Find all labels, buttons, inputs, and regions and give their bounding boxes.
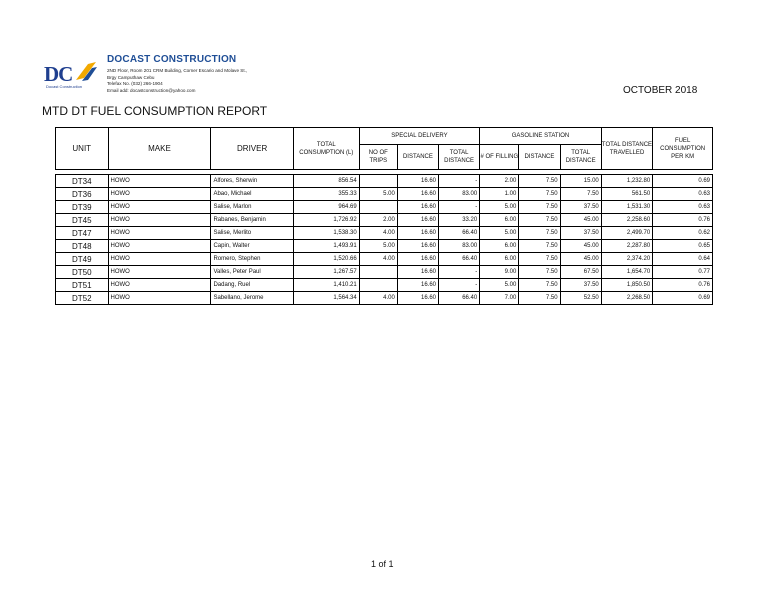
cell-sd-total-distance: 83.00 bbox=[439, 240, 480, 253]
table-row bbox=[56, 292, 713, 305]
cell-gs-distance: 7.50 bbox=[519, 253, 560, 266]
cell-gs-total-distance: 45.00 bbox=[560, 214, 601, 227]
cell-unit: DT48 bbox=[56, 240, 109, 253]
cell-sd-trips: 2.00 bbox=[359, 214, 397, 227]
cell-gs-total-distance: 45.00 bbox=[560, 253, 601, 266]
cell-total-consumption: 964.69 bbox=[293, 201, 359, 214]
page-number: 1 of 1 bbox=[371, 559, 394, 569]
cell-make: HOWO bbox=[108, 175, 211, 188]
cell-gs-filling: 6.00 bbox=[480, 214, 519, 227]
cell-sd-distance: 16.60 bbox=[397, 227, 438, 240]
cell-fuel-per-km: 0.69 bbox=[653, 175, 713, 188]
cell-gs-distance: 7.50 bbox=[519, 292, 560, 305]
cell-total-distance-travelled: 1,654.70 bbox=[601, 266, 652, 279]
cell-sd-distance: 16.60 bbox=[397, 214, 438, 227]
header-gs-filling: # OF FILLING bbox=[480, 145, 519, 170]
header-gs-total-distance: TOTAL DISTANCE bbox=[560, 145, 601, 170]
company-address-line1: 2ND Floor, Room 201 CRM Building, Corner Escario and Molave St., bbox=[107, 68, 248, 73]
cell-sd-total-distance: 33.20 bbox=[439, 214, 480, 227]
cell-make: HOWO bbox=[108, 240, 211, 253]
cell-gs-total-distance: 37.50 bbox=[560, 201, 601, 214]
cell-gs-distance: 7.50 bbox=[519, 175, 560, 188]
cell-gs-filling: 6.00 bbox=[480, 240, 519, 253]
header-special-delivery: SPECIAL DELIVERY bbox=[359, 128, 480, 145]
cell-sd-total-distance: - bbox=[439, 201, 480, 214]
cell-gs-distance: 7.50 bbox=[519, 201, 560, 214]
cell-total-distance-travelled: 2,499.70 bbox=[601, 227, 652, 240]
cell-gs-total-distance: 45.00 bbox=[560, 240, 601, 253]
cell-driver: Valles, Peter Paul bbox=[211, 266, 293, 279]
table-row bbox=[56, 227, 713, 240]
table-body bbox=[56, 175, 713, 305]
cell-fuel-per-km: 0.65 bbox=[653, 240, 713, 253]
cell-gs-total-distance: 67.50 bbox=[560, 266, 601, 279]
cell-sd-distance: 16.60 bbox=[397, 266, 438, 279]
header-sd-trips: NO OF TRIPS bbox=[359, 145, 397, 170]
cell-sd-distance: 16.60 bbox=[397, 292, 438, 305]
cell-unit: DT52 bbox=[56, 292, 109, 305]
company-name: DOCAST CONSTRUCTION bbox=[107, 54, 237, 65]
cell-fuel-per-km: 0.62 bbox=[653, 227, 713, 240]
report-title: MTD DT FUEL CONSUMPTION REPORT bbox=[42, 104, 268, 118]
cell-driver: Romero, Stephen bbox=[211, 253, 293, 266]
cell-total-consumption: 355.33 bbox=[293, 188, 359, 201]
cell-make: HOWO bbox=[108, 266, 211, 279]
header-make: MAKE bbox=[108, 128, 211, 170]
cell-gs-filling: 5.00 bbox=[480, 279, 519, 292]
cell-total-distance-travelled: 1,232.80 bbox=[601, 175, 652, 188]
cell-total-consumption: 1,520.66 bbox=[293, 253, 359, 266]
company-header bbox=[107, 54, 247, 94]
cell-make: HOWO bbox=[108, 214, 211, 227]
cell-sd-trips: 4.00 bbox=[359, 227, 397, 240]
cell-total-consumption: 1,564.34 bbox=[293, 292, 359, 305]
cell-driver: Rabanes, Benjamin bbox=[211, 214, 293, 227]
cell-total-consumption: 1,493.91 bbox=[293, 240, 359, 253]
cell-gs-distance: 7.50 bbox=[519, 279, 560, 292]
header-sd-total-distance: TOTAL DISTANCE bbox=[439, 145, 480, 170]
cell-sd-trips: 4.00 bbox=[359, 253, 397, 266]
cell-unit: DT47 bbox=[56, 227, 109, 240]
cell-fuel-per-km: 0.69 bbox=[653, 292, 713, 305]
company-logo bbox=[44, 60, 104, 92]
cell-fuel-per-km: 0.76 bbox=[653, 214, 713, 227]
cell-gs-distance: 7.50 bbox=[519, 240, 560, 253]
cell-gs-filling: 1.00 bbox=[480, 188, 519, 201]
header-fuel-consumption-per-km: FUEL CONSUMPTION PER KM bbox=[653, 128, 713, 170]
cell-fuel-per-km: 0.76 bbox=[653, 279, 713, 292]
cell-gs-distance: 7.50 bbox=[519, 214, 560, 227]
cell-gs-filling: 6.00 bbox=[480, 253, 519, 266]
cell-unit: DT51 bbox=[56, 279, 109, 292]
cell-total-distance-travelled: 2,374.20 bbox=[601, 253, 652, 266]
cell-total-distance-travelled: 2,268.50 bbox=[601, 292, 652, 305]
cell-sd-total-distance: 66.40 bbox=[439, 227, 480, 240]
cell-gs-filling: 5.00 bbox=[480, 227, 519, 240]
header-total-consumption: TOTAL CONSUMPTION (L) bbox=[293, 128, 359, 170]
cell-gs-filling: 7.00 bbox=[480, 292, 519, 305]
cell-gs-filling: 2.00 bbox=[480, 175, 519, 188]
table-row bbox=[56, 214, 713, 227]
cell-sd-total-distance: - bbox=[439, 279, 480, 292]
cell-make: HOWO bbox=[108, 227, 211, 240]
cell-sd-trips bbox=[359, 201, 397, 214]
table-row bbox=[56, 240, 713, 253]
cell-driver: Salise, Merlito bbox=[211, 227, 293, 240]
cell-sd-distance: 16.60 bbox=[397, 253, 438, 266]
cell-unit: DT39 bbox=[56, 201, 109, 214]
cell-driver: Sabellano, Jerome bbox=[211, 292, 293, 305]
cell-fuel-per-km: 0.64 bbox=[653, 253, 713, 266]
cell-total-consumption: 1,538.30 bbox=[293, 227, 359, 240]
cell-total-consumption: 856.54 bbox=[293, 175, 359, 188]
cell-driver: Salise, Marlon bbox=[211, 201, 293, 214]
logo-letters: DC bbox=[44, 62, 73, 86]
table-row bbox=[56, 279, 713, 292]
cell-sd-total-distance: - bbox=[439, 175, 480, 188]
cell-total-distance-travelled: 1,850.50 bbox=[601, 279, 652, 292]
cell-unit: DT49 bbox=[56, 253, 109, 266]
cell-make: HOWO bbox=[108, 292, 211, 305]
cell-fuel-per-km: 0.63 bbox=[653, 201, 713, 214]
cell-unit: DT50 bbox=[56, 266, 109, 279]
logo-subtext: Docast Construction bbox=[46, 84, 83, 89]
cell-total-distance-travelled: 1,531.30 bbox=[601, 201, 652, 214]
cell-sd-trips bbox=[359, 175, 397, 188]
cell-unit: DT34 bbox=[56, 175, 109, 188]
cell-gs-total-distance: 15.00 bbox=[560, 175, 601, 188]
cell-sd-total-distance: 66.40 bbox=[439, 292, 480, 305]
cell-total-consumption: 1,410.21 bbox=[293, 279, 359, 292]
header-gs-distance: DISTANCE bbox=[519, 145, 560, 170]
cell-total-distance-travelled: 2,258.60 bbox=[601, 214, 652, 227]
cell-sd-distance: 16.60 bbox=[397, 279, 438, 292]
header-total-distance-travelled: TOTAL DISTANCE TRAVELLED bbox=[601, 128, 652, 170]
cell-driver: Capin, Walter bbox=[211, 240, 293, 253]
cell-unit: DT36 bbox=[56, 188, 109, 201]
cell-gs-total-distance: 37.50 bbox=[560, 279, 601, 292]
cell-sd-distance: 16.60 bbox=[397, 175, 438, 188]
cell-sd-trips: 5.00 bbox=[359, 188, 397, 201]
cell-total-consumption: 1,726.92 bbox=[293, 214, 359, 227]
cell-make: HOWO bbox=[108, 253, 211, 266]
cell-sd-total-distance: 83.00 bbox=[439, 188, 480, 201]
cell-sd-distance: 16.60 bbox=[397, 240, 438, 253]
cell-gs-distance: 7.50 bbox=[519, 188, 560, 201]
cell-gs-filling: 9.00 bbox=[480, 266, 519, 279]
table-row bbox=[56, 175, 713, 188]
cell-sd-trips bbox=[359, 279, 397, 292]
report-month: OCTOBER 2018 bbox=[623, 85, 698, 96]
cell-make: HOWO bbox=[108, 279, 211, 292]
cell-total-consumption: 1,267.57 bbox=[293, 266, 359, 279]
cell-gs-distance: 7.50 bbox=[519, 227, 560, 240]
table-row bbox=[56, 188, 713, 201]
cell-sd-trips: 4.00 bbox=[359, 292, 397, 305]
header-unit: UNIT bbox=[56, 128, 109, 170]
header-sd-distance: DISTANCE bbox=[397, 145, 438, 170]
cell-driver: Dadang, Ruel bbox=[211, 279, 293, 292]
cell-fuel-per-km: 0.77 bbox=[653, 266, 713, 279]
cell-gs-distance: 7.50 bbox=[519, 266, 560, 279]
cell-total-distance-travelled: 561.50 bbox=[601, 188, 652, 201]
company-telefax: Telefax No. (032) 266-1904 bbox=[107, 81, 163, 87]
header-gasoline-station: GASOLINE STATION bbox=[480, 128, 602, 145]
cell-sd-total-distance: - bbox=[439, 266, 480, 279]
cell-sd-distance: 16.60 bbox=[397, 188, 438, 201]
fuel-consumption-table bbox=[55, 127, 713, 305]
cell-total-distance-travelled: 2,287.80 bbox=[601, 240, 652, 253]
table-row bbox=[56, 253, 713, 266]
cell-sd-trips bbox=[359, 266, 397, 279]
cell-gs-total-distance: 52.50 bbox=[560, 292, 601, 305]
logo-swoosh-icon bbox=[74, 60, 98, 82]
cell-fuel-per-km: 0.63 bbox=[653, 188, 713, 201]
cell-sd-distance: 16.60 bbox=[397, 201, 438, 214]
table-row bbox=[56, 266, 713, 279]
cell-driver: Abao, Michael bbox=[211, 188, 293, 201]
cell-make: HOWO bbox=[108, 201, 211, 214]
cell-gs-total-distance: 7.50 bbox=[560, 188, 601, 201]
company-address-line2: Brgy Camputhaw Cebu bbox=[107, 74, 155, 80]
cell-sd-total-distance: 66.40 bbox=[439, 253, 480, 266]
cell-gs-filling: 5.00 bbox=[480, 201, 519, 214]
cell-unit: DT45 bbox=[56, 214, 109, 227]
cell-driver: Alfores, Sherwin bbox=[211, 175, 293, 188]
table-row bbox=[56, 201, 713, 214]
header-driver: DRIVER bbox=[211, 128, 293, 170]
cell-sd-trips: 5.00 bbox=[359, 240, 397, 253]
cell-make: HOWO bbox=[108, 188, 211, 201]
company-email: Email add: docastconstruction@yahoo.com bbox=[107, 87, 196, 93]
cell-gs-total-distance: 37.50 bbox=[560, 227, 601, 240]
